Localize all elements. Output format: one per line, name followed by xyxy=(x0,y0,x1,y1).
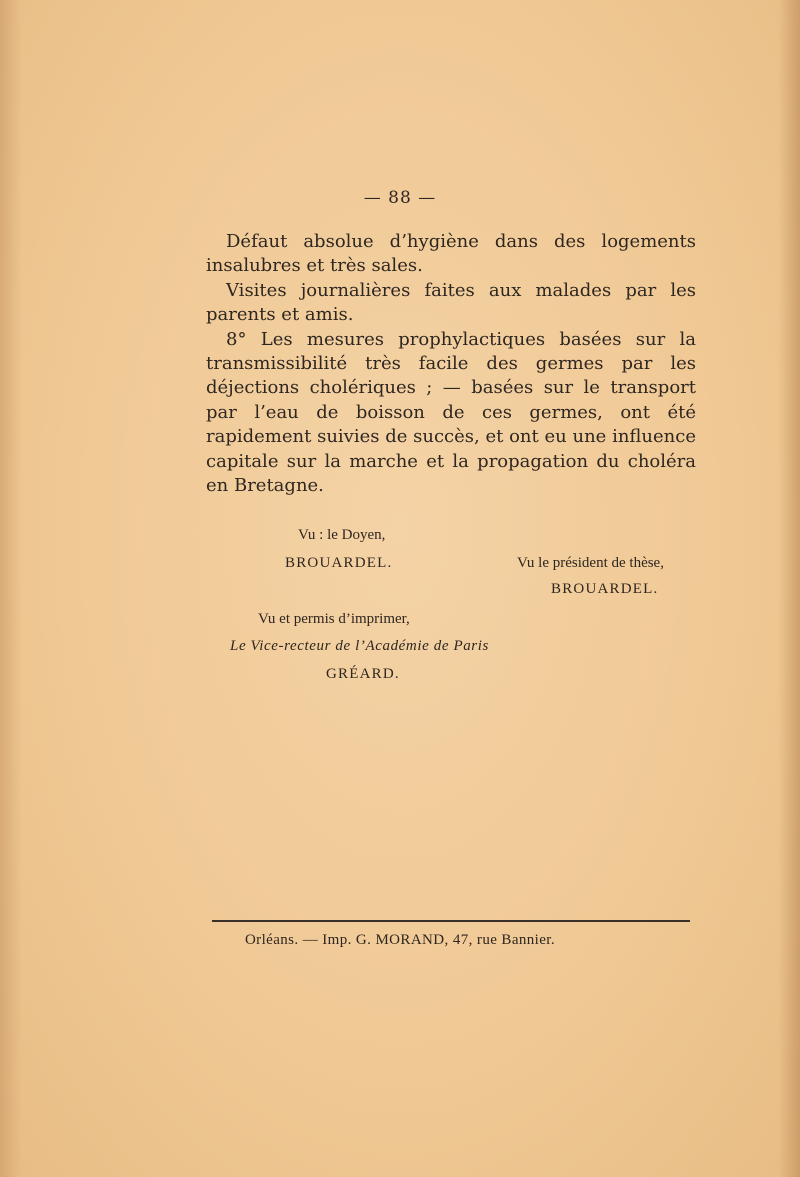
paragraph-1: Défaut absolue d’hygiène dans des logements insalubres et très sales. xyxy=(206,231,696,277)
dean-name: BROUARDEL. xyxy=(285,555,393,571)
vice-rector-name: GRÉARD. xyxy=(326,666,400,682)
print-permit-line: Vu et permis d’imprimer, xyxy=(258,611,410,627)
paragraph-3: 8° Les mesures prophylactiques basées sur la transmissibilité très facile des germes par les déjections cholériques ; — basées sur le transport par l’eau de boisson de ces germes, ont été rapidement suivies de succès, et ont eu une influence capitale sur la marche et la propagation du choléra en Bretagne. xyxy=(206,328,696,497)
president-name: BROUARDEL. xyxy=(551,581,659,597)
footer-rule xyxy=(212,920,690,922)
page-edge-left xyxy=(0,0,22,1177)
dean-approval-line: Vu : le Doyen, xyxy=(298,527,386,543)
page-edge-right xyxy=(778,0,800,1177)
page-number: — 88 — xyxy=(363,188,437,208)
body-text xyxy=(206,230,696,498)
vice-rector-line: Le Vice-recteur de l’Académie de Paris xyxy=(230,638,489,654)
president-approval-line: Vu le président de thèse, xyxy=(517,555,664,571)
paragraph-2: Visites journalières faites aux malades par les parents et amis. xyxy=(206,279,696,326)
printer-imprint: Orléans. — Imp. G. MORAND, 47, rue Bannier. xyxy=(244,932,556,948)
